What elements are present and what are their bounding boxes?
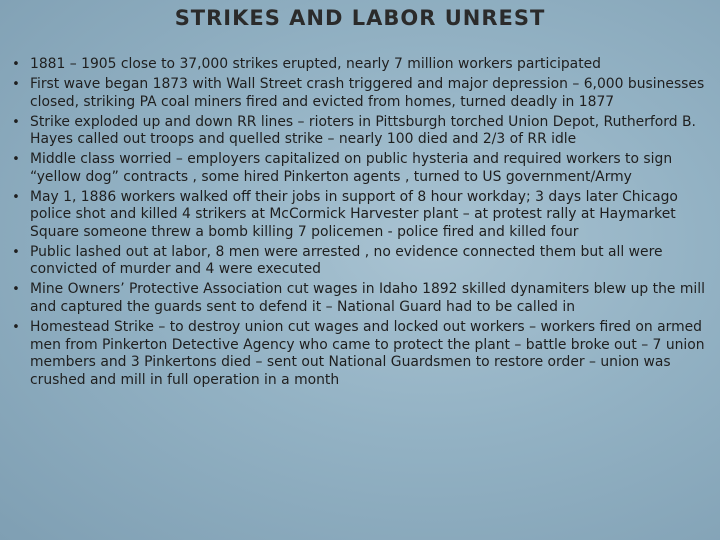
bullet-icon: • <box>12 114 20 130</box>
bullet-icon: • <box>12 282 20 298</box>
bullet-text: Mine Owners’ Protective Association cut wages in Idaho 1892 skilled dynamiters blew up the mill and captured the guards sent to defend it – National Guard had to be called in <box>30 281 705 316</box>
bullet-item <box>10 189 712 242</box>
bullet-icon: • <box>12 244 20 260</box>
bullet-icon: • <box>12 320 20 336</box>
bullet-text: May 1, 1886 workers walked off their jobs in support of 8 hour workday; 3 days later Chicago police shot and killed 4 strikers at McCormick Harvester plant – at protest rally at Haymarket Square someone threw a bomb killing 7 policemen - police fired and killed four <box>30 188 678 240</box>
bullet-text: Middle class worried – employers capitalized on public hysteria and required workers to sign “yellow dog” contracts , some hired Pinkerton agents , turned to US government/Army <box>30 151 673 185</box>
bullet-item <box>10 56 712 74</box>
bullet-item <box>10 281 712 316</box>
bullet-item <box>10 244 712 279</box>
bullet-item <box>10 76 712 111</box>
bullet-item <box>10 151 712 186</box>
bullet-icon: • <box>12 152 20 168</box>
bullet-text: Strike exploded up and down RR lines – rioters in Pittsburgh torched Union Depot, Rutherford B. Hayes called out troops and quelled strike – nearly 100 died and 2/3 of RR idle <box>30 113 696 148</box>
bullet-icon: • <box>12 189 20 205</box>
bullet-text: 1881 – 1905 close to 37,000 strikes erupted, nearly 7 million workers participated <box>30 56 602 72</box>
bullet-text: First wave began 1873 with Wall Street crash triggered and major depression – 6,000 businesses closed, striking PA coal miners fired and evicted from homes, turned deadly in 1877 <box>30 75 705 110</box>
bullet-list <box>10 56 712 392</box>
bullet-item <box>10 319 712 389</box>
bullet-text: Public lashed out at labor, 8 men were arrested , no evidence connected them but all were convicted of murder and 4 were executed <box>30 243 663 278</box>
bullet-item <box>10 114 712 149</box>
bullet-text: Homestead Strike – to destroy union cut wages and locked out workers – workers fired on armed men from Pinkerton Detective Agency who came to protect the plant – battle broke out – 7 union members and 3 Pinkertons died – sent out National Guardsmen to restore order – union was crushed and mill in full operation in a month <box>30 319 705 388</box>
bullet-icon: • <box>12 57 20 72</box>
bullet-icon: • <box>12 76 20 92</box>
slide-title: STRIKES AND LABOR UNREST <box>174 6 546 30</box>
